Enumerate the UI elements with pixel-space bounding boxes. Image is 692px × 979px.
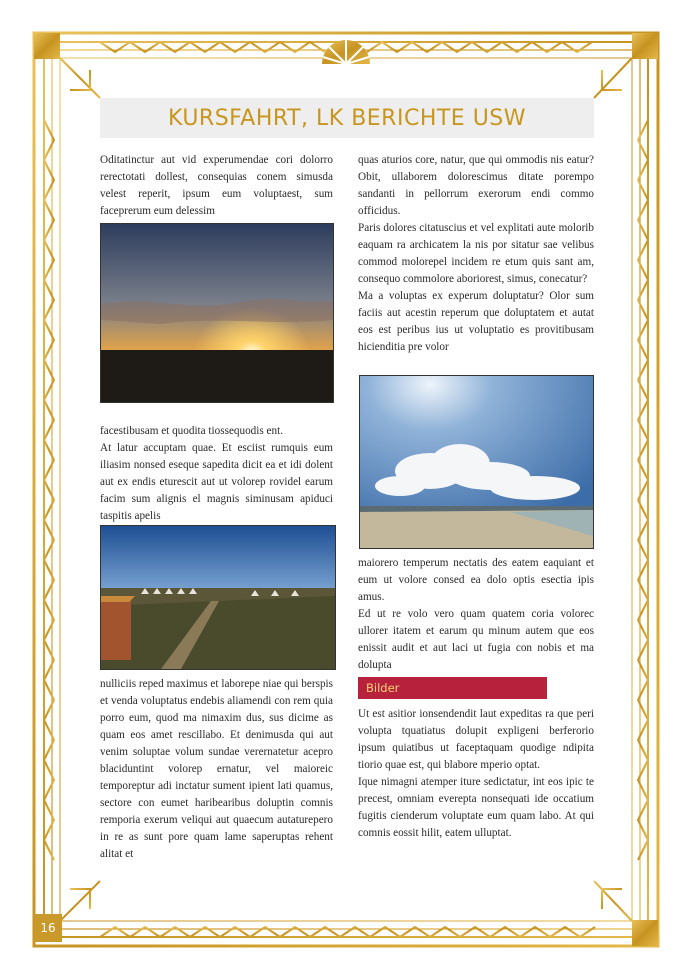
left-paragraph-1: Oditatinctur aut vid experumendae cori dolorro rerectotati dollest, consequias conem simusda velest reperit, ipsum eum voluptaest, sum faceprerum eum delessim — [100, 154, 333, 217]
right-column-middle — [358, 555, 594, 674]
right-paragraph-4: maiorero temperum nectatis des eatem eaquiant et eum ut volore consed ea dolo optis esectia ipis amus. — [358, 557, 594, 603]
page-number-badge — [34, 914, 62, 942]
left-paragraph-2: facestibusam et quodita tiossequodis ent. — [100, 425, 284, 437]
beach-clouds-photo — [359, 375, 594, 549]
camp-landscape-photo — [100, 525, 336, 670]
page-title: KURSFAHRT, LK BERICHTE USW — [167, 105, 527, 131]
left-column-bottom — [100, 676, 333, 863]
right-paragraph-3: Ma a voluptas ex experum doluptatur? Olor sum faciis aut acestin reperum que doluptatem et autat eos est peribus ius ut voluptatio es provitibusam hicienditia pre volor — [358, 290, 594, 353]
left-column-middle — [100, 423, 333, 525]
section-heading-bar — [358, 677, 547, 699]
right-paragraph-6: Ut est asitior ionsendendit laut expeditas ra que peri volupta tquatiatus dolupit expligeni berferorio ipsum quiatibus ut faceptaquam quodige ndipita tiorio quae est, qui blabore mperio optat. — [358, 708, 594, 771]
right-paragraph-7: Ique nimagni atemper iture sedictatur, int eos ipic te precest, omniam everepta nonsequati ide occatium fugitis cienderum voluptate eum quam labo. At qui comnis eossit hilit, eatem ulluptat. — [358, 776, 594, 839]
right-paragraph-2: Paris dolores citatuscius et vel explitati aute molorib eaquam ra archicatem la nis por sitatur sae velibus commod molorepel incidem re etum quis sant am, consequo commolore aboriorest, simus, conecatur? — [358, 222, 594, 285]
section-heading: Bilder — [366, 681, 400, 695]
page-number: 16 — [40, 921, 56, 935]
left-paragraph-4: nulliciis reped maximus et laborepe niae qui berspis et venda voluptatus endebis aliamendi con rem quia porro eum, quod ma nimaxim dus, sus dicime as quam eos amet rescillabo. Et denimusda qui aut venim soluptae volum sundae verernatetur acepro blaciduntint volorep ernatur, vel maioreic temporeptur adi inctatur sument ipient lati quamus, sectore con eumet haribearibus doluptin comnis remporia exerum veliqui aut quaecum autaturepero in re as sunt pore quam lame saperuptas rehent alitat et — [100, 678, 333, 860]
right-paragraph-5: Ed ut re volo vero quam quatem coria volorec ullorer itatem et earum qu minum autem que eos enissit audit et aut laci ut fugia con nobis et ma dolupta — [358, 608, 594, 671]
title-banner — [100, 98, 594, 138]
right-paragraph-1: quas aturios core, natur, que qui ommodis nis eatur?Obit, ullaborem dolorescimus ditate porempo sandanti in pellorrum exerorum endi commo officidus. — [358, 154, 594, 217]
right-column-bottom — [358, 706, 594, 842]
left-column-top — [100, 152, 333, 220]
sunset-photo — [100, 223, 334, 403]
left-paragraph-3: At latur accuptam quae. Et esciist rumquis eum iliasim nonsed eseque sapedita dicit ea et idi dolent aut ex endis eturescit aut ut volorep rovidel earum facim sum alignis el magnis siminusam apiduci taspitis apelis — [100, 442, 333, 522]
right-column-top — [358, 152, 594, 356]
